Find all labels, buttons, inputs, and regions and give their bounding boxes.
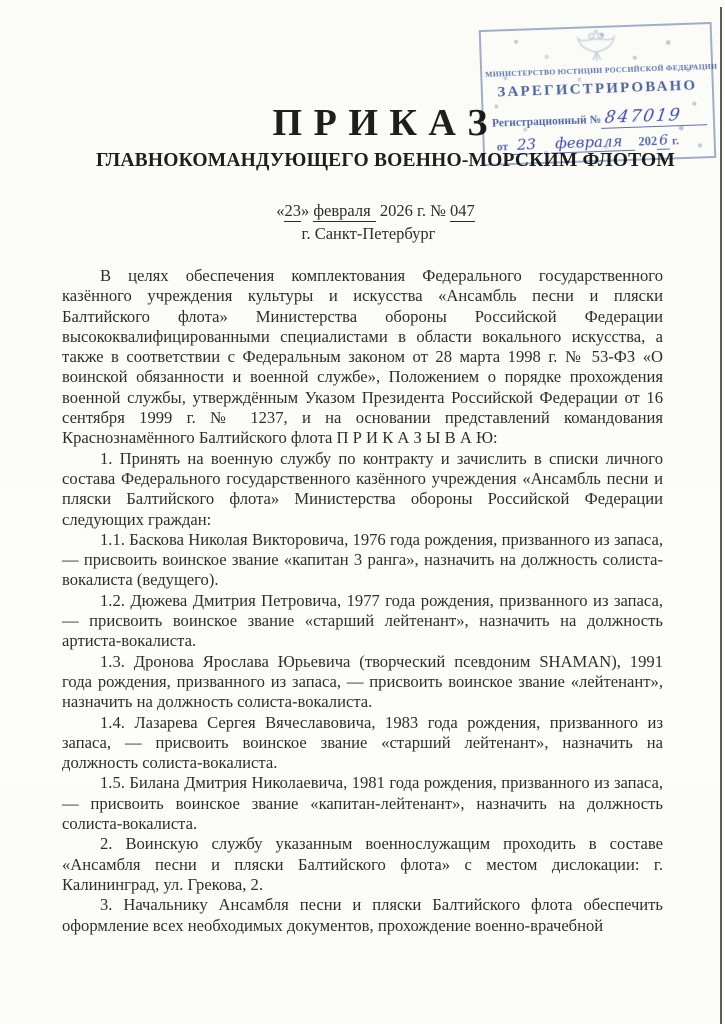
order-item-1-2: 1.2. Дюжева Дмитрия Петровича, 1977 года рождения, призванного из запаса, — присвоить воинское звание «старший лейтенант», назначить на должность артиста-вокалиста. [62,590,663,651]
order-city: г. Санкт-Петербург [301,224,436,243]
stamp-date-year-printed: 202 [638,133,658,149]
order-paragraph-preamble: В целях обеспечения комплектования Федерального государственного казённого учреждения культуры и искусства «Ансамбль песни и пляски Балтийского флота» Министерства обороны Российской Федерации высококвалифицированными специалистами в области вокального искусства, а также в соответствии с Федеральным законом от 28 марта 1998 г. № 53-ФЗ «О воинской обязанности и военной службе», Положением о порядке прохождения военной службы, утверждённым Указом Президента Российской Федерации от 16 сентября 1999 г. № 1237, и на основании представлений командования Краснознамённого Балтийского флота П Р И К А З Ы В А Ю: [62,266,663,448]
date-month: февраля [313,201,375,222]
date-middle: 2026 г. № [375,201,450,220]
stamp-date-row [496,129,710,155]
stamp-ink-speckles [481,32,483,34]
registration-stamp [479,22,717,166]
date-day: 23 [284,201,301,220]
stamp-date-suffix: г. [671,135,680,148]
order-item-1-3: 1.3. Дронова Ярослава Юрьевича (творческий псевдоним SHAMAN), 1991 года рождения, призванного из запаса, — присвоить воинское звание «лейтенант», назначить на должность солиста-вокалиста. [62,651,663,712]
order-number: 047 [450,201,475,220]
date-close-quote: » [300,201,314,220]
order-item-3: 3. Начальнику Ансамбля песни и пляски Балтийского флота обеспечить оформление всех необходимых документов, прохождение военно-врачебной [62,895,663,935]
stamp-date-month-handwritten: февраля [551,132,635,154]
order-subtitle: ГЛАВНОКОМАНДУЮЩЕГО ВОЕННО-МОРСКИМ ФЛОТОМ [95,150,676,171]
stamp-reg-number-handwritten: 847019 [601,104,710,129]
order-title: П Р И К А З [272,102,489,144]
order-item-2: 2. Воинскую службу указанным военнослужащим проходить в составе «Ансамбля песни и пляски Балтийского флота» с местом дислокации: г. Калининград, ул. Грекова, 2. [62,834,663,894]
stamp-registration-number-row [492,104,708,132]
date-open-quote: « [276,201,285,220]
stamp-date-prefix: от [496,141,509,154]
order-item-1: 1. Принять на военную службу по контракту и зачислить в списки личного состава Федерального государственного казённого учреждения «Ансамбль песни и пляски Балтийского флота» Министерства обороны Российской Федерации следующих граждан: [62,448,663,529]
order-body [62,266,663,936]
order-item-1-5: 1.5. Билана Дмитрия Николаевича, 1981 года рождения, призванного из запаса, — присвоить воинское звание «капитан-лейтенант», назначить на должность солиста-вокалиста. [62,773,663,834]
double-eagle-emblem-icon [573,28,618,69]
stamp-ministry-label: МИНИСТЕРСТВО ЮСТИЦИИ РОССИЙСКОЙ ФЕДЕРАЦИИ [485,61,718,79]
stamp-reg-number-label: Регистрационный № [491,113,602,130]
stamp-registered-label: ЗАРЕГИСТРИРОВАНО [497,77,698,101]
order-item-1-1: 1.1. Баскова Николая Викторовича, 1976 года рождения, призванного из запаса, — присвоить воинское звание «капитан 3 ранга», назначить на должность солиста-вокалиста (ведущего). [62,529,663,590]
stamp-date-year-digit-handwritten: 6 [657,133,671,150]
stamp-date-day-handwritten: 23 [512,135,542,155]
scan-edge-artifact [720,7,722,1024]
order-item-1-4: 1.4. Лазарева Сергея Вячеславовича, 1983 года рождения, призванного из запаса, — присвоить воинское звание «старший лейтенант», назначить на должность солиста-вокалиста. [62,712,663,773]
order-date-line [13,201,725,221]
